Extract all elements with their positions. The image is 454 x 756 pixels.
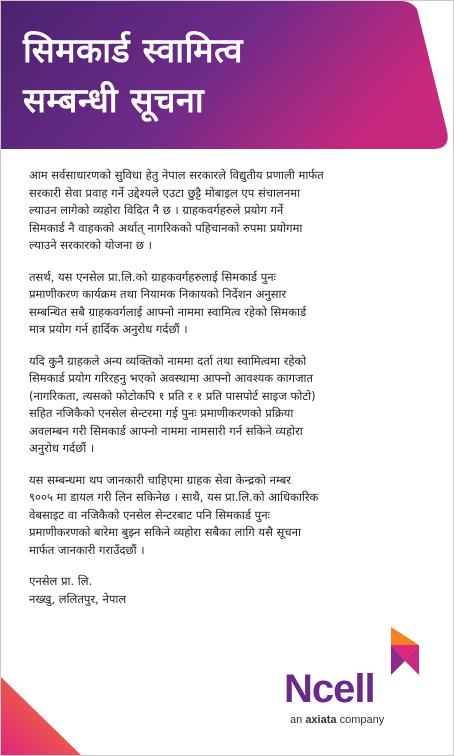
text-line: सरकारी सेवा प्रवाह गर्ने उद्देश्यले एउटा छुट्टै मोबाइल एप संचालनमा	[29, 185, 301, 200]
text-line: सहित नजिकैको एनसेल सेन्टरमा गई पुनः प्रमाणीकरणको प्रक्रिया	[29, 406, 294, 420]
text-line: (नागरिकता, त्यसको फोटोकपि १ प्रति र १ प्रति पासपोर्ट साइज फोटो)	[29, 388, 316, 403]
axiata-tagline	[290, 714, 384, 726]
text-line: वेबसाइट वा नजिकैको एनसेल सेन्टरबाट पनि सिमकार्ड पुनः	[29, 507, 270, 522]
text-line: ल्याउन लागेको व्यहोरा विदित नै छ । ग्राहकवर्गहरुले प्रयोग गर्ने	[29, 203, 284, 217]
text-line: अवलम्बन गरी सिमकार्ड आफ्नो नाममा नामसारी गर्न सकिने व्यहोरा	[29, 423, 303, 438]
text-line: सम्बन्धित सबै ग्राहकवर्गलाई आफ्नो नाममा स्वामित्व रहेको सिमकार्ड	[29, 304, 307, 319]
tagline-suffix: company	[339, 714, 385, 726]
text-line: प्रमाणीकरणको बारेमा बुझ्न सकिने व्यहोरा सबैका लागि यसै सूचना	[29, 525, 301, 539]
text-line: यस सम्बन्धमा थप जानकारी चाहिएमा ग्राहक सेवा केन्द्रको नम्बर	[29, 472, 291, 487]
header-banner	[1, 1, 453, 149]
paragraph-1	[29, 167, 429, 255]
text-line: प्रमाणीकरण कार्यक्रम तथा नियामक निकायको निर्देशन अनुसार	[29, 287, 287, 301]
signature-address: नख्खु, ललितपुर, नेपाल	[29, 591, 127, 606]
signature-block	[29, 573, 429, 608]
text-line: यदि कुनै ग्राहकले अन्य व्यक्तिको नाममा दर्ता तथा स्वामित्वमा रहेको	[29, 353, 307, 368]
text-line: ९००५ मा डायल गरी लिन सकिनेछ । साथै, यस प्रा.लि.को आधिकारिक	[29, 490, 319, 504]
notice-body	[29, 167, 429, 608]
page-title-line-2: सम्बन्धी सूचना	[23, 81, 205, 121]
signature-company: एनसेल प्रा. लि.	[29, 574, 93, 588]
paragraph-4	[29, 472, 429, 560]
text-line: सिमकार्ड प्रयोग गरिरहनु भएको अवस्थामा आफ्नो आवश्यक कागजात	[29, 371, 314, 385]
text-line: मात्र प्रयोग गर्न हार्दिक अनुरोध गर्दछौं ।	[29, 322, 188, 336]
tagline-brand: axiata	[305, 714, 337, 726]
header-banner-shape	[1, 1, 453, 149]
ncell-arrow-mark-icon	[385, 625, 425, 677]
tagline-prefix: an	[290, 714, 303, 726]
text-line: ल्याउने सरकारको योजना छ ।	[29, 238, 152, 252]
ncell-logo: Ncell	[284, 667, 375, 711]
text-line: तसर्थ, यस एनसेल प्रा.लि.को ग्राहकवर्गहरुलाई सिमकार्ड पुनः	[29, 269, 276, 284]
text-line: आम सर्वसाधारणको सुविधा हेतु नेपाल सरकारले विद्युतीय प्रणाली मार्फत	[29, 168, 324, 182]
paragraph-3	[29, 353, 429, 458]
text-line: सिमकार्ड नै वाहकको अर्थात् नागरिकको पहिचानको रुपमा प्रयोगमा	[29, 220, 303, 235]
text-line: अनुरोध गर्दछौं ।	[29, 441, 95, 455]
corner-triangle-decoration	[1, 677, 91, 755]
page-title-line-1: सिमकार्ड स्वामित्व	[23, 31, 244, 71]
paragraph-2	[29, 269, 429, 339]
text-line: मार्फत जानकारी गराउँदछौं ।	[29, 542, 145, 557]
